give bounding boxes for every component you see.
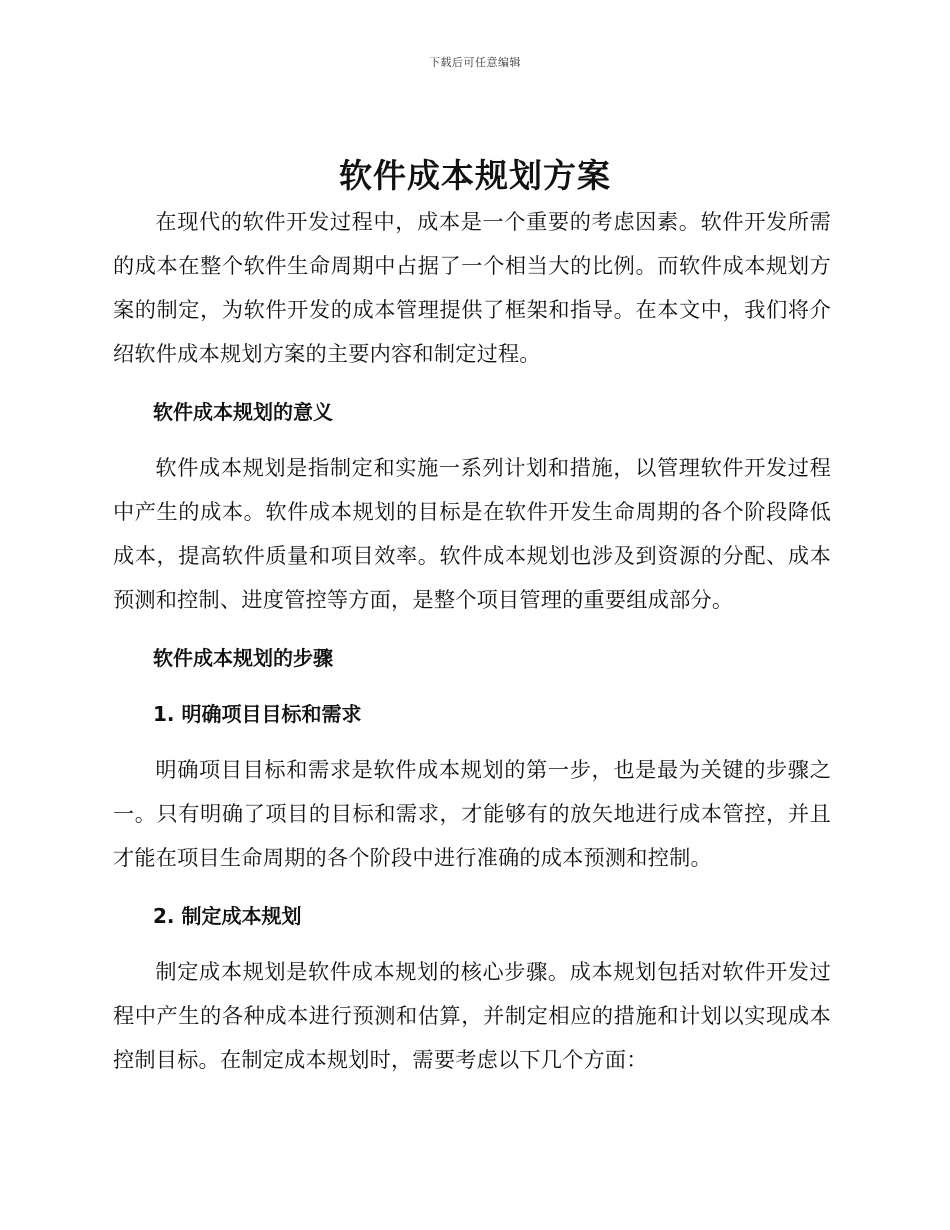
section-heading-steps: 软件成本规划的步骤 xyxy=(153,646,333,670)
document-body xyxy=(113,200,831,1082)
intro-paragraph: 在现代的软件开发过程中，成本是一个重要的考虑因素。软件开发所需的成本在整个软件生命周期中占据了一个相当大的比例。而软件成本规划方案的制定，为软件开发的成本管理提供了框架和指导。在本文中，我们将介绍软件成本规划方案的主要内容和制定过程。 xyxy=(113,209,831,366)
significance-paragraph: 软件成本规划是指制定和实施一系列计划和措施，以管理软件开发过程中产生的成本。软件成本规划的目标是在软件开发生命周期的各个阶段降低成本，提高软件质量和项目效率。软件成本规划也涉及到资源的分配、成本预测和控制、进度管控等方面，是整个项目管理的重要组成部分。 xyxy=(113,455,831,612)
step2-paragraph: 制定成本规划是软件成本规划的核心步骤。成本规划包括对软件开发过程中产生的各种成本进行预测和估算，并制定相应的措施和计划以实现成本控制目标。在制定成本规划时，需要考虑以下几个方面： xyxy=(113,959,831,1072)
step1-heading: 1. 明确项目目标和需求 xyxy=(153,702,362,726)
header-note: 下载后可任意编辑 xyxy=(429,56,521,69)
step2-heading: 2. 制定成本规划 xyxy=(153,904,302,928)
document-title: 软件成本规划方案 xyxy=(339,156,611,195)
section-heading-significance: 软件成本规划的意义 xyxy=(153,400,333,424)
step1-paragraph: 明确项目目标和需求是软件成本规划的第一步，也是最为关键的步骤之一。只有明确了项目的目标和需求，才能够有的放矢地进行成本管控，并且才能在项目生命周期的各个阶段中进行准确的成本预测和控制。 xyxy=(113,757,831,870)
